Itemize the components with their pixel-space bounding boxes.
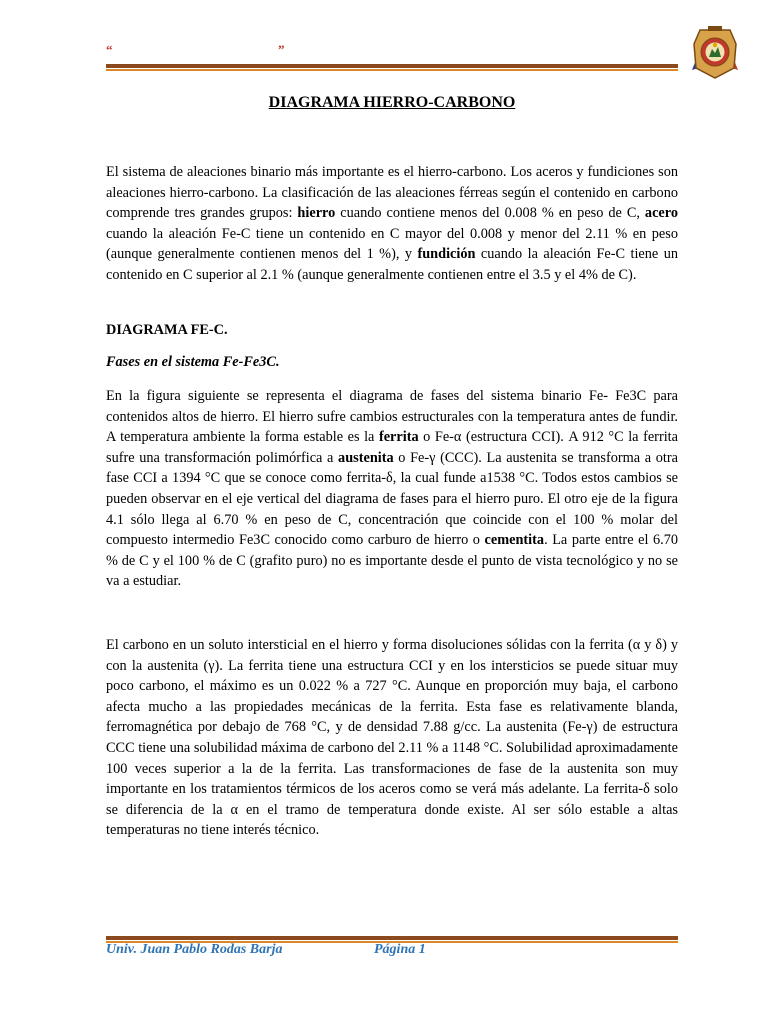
- subsection-heading: Fases en el sistema Fe-Fe3C.: [106, 354, 280, 370]
- header-rule: [106, 64, 678, 71]
- intro-text-2: cuando contiene menos del 0.008 % en peso de C,: [335, 205, 645, 222]
- page-title: DIAGRAMA HIERRO-CARBONO: [268, 94, 516, 111]
- term-fundicion: fundición: [417, 246, 476, 263]
- phases-text-1: En la figura siguiente se representa el diagrama de fases del sistema binario Fe- Fe3C para contenidos altos de hierro. El hierro sufre cambios estructurales con la temperatura antes de fundir. A temperatura ambiente la forma estable es la: [106, 388, 678, 446]
- footer-author: Univ. Juan Pablo Rodas Barja: [106, 942, 283, 957]
- intro-paragraph: [106, 162, 678, 286]
- footer-page-number: Página 1: [374, 942, 426, 957]
- term-austenita: austenita: [338, 449, 394, 466]
- phases-text-4: . La parte entre el 6.70 % de C y el 100 % de C (grafito puro) no es importante desde el punto de vista tecnológico y no se va a estudiar.: [106, 532, 678, 590]
- term-cementita: cementita: [484, 532, 545, 549]
- intro-text-4: cuando la aleación Fe-C tiene un contenido en C superior al 2.1 % (aunque generalmente contienen entre el 3.5 y el 4% de C).: [106, 246, 678, 283]
- header-open-quote: “: [106, 42, 113, 57]
- university-seal-icon: [690, 24, 740, 80]
- section-heading: DIAGRAMA FE-C.: [106, 322, 228, 338]
- carbon-text: El carbono en un soluto intersticial en el hierro y forma disoluciones sólidas con la ferrita (α y δ) y con la austenita (γ). La ferrita tiene una estructura CCI y en los intersticios se puede situar muy poco carbono, el máximo es un 0.022 % a 727 °C. Aunque en proporción muy baja, el carbono afecta mucho a las propiedades mecánicas de la ferrita. Esta fase es relativamente blanda, ferromagnética por debajo de 768 °C, y de densidad 7.88 g/cc. La austenita (Fe-γ) de estructura CCC tiene una solubilidad máxima de carbono del 2.11 % a 1148 °C. Solubilidad aproximadamente 100 veces superior a la de la ferrita. Las transformaciones de fase de la austenita son muy importante en los tratamientos térmicos de los aceros como se verá más adelante. La ferrita-δ solo se diferencia de la α en el tramo de temperatura donde existe. Al ser sólo estable a altas temperaturas no tiene interés técnico.: [106, 637, 678, 839]
- intro-text-3: cuando la aleación Fe-C tiene un contenido en C mayor del 0.008 y menor del 2.11 % en peso (aunque generalmente contienen menos del 1 %), y: [106, 225, 678, 263]
- header-close-quote: ”: [278, 42, 285, 57]
- phases-text-3: o Fe-γ (CCC). La austenita se transforma a otra fase CCI a 1394 °C que se conoce como ferrita-δ, la cual funde a1538 °C. Todos estos cambios se pueden observar en el eje vertical del diagrama de fases para el hierro puro. El otro eje de la figura 4.1 sólo llega al 6.70 % en peso de C, concentración que coincide con el 100 % molar del compuesto intermedio Fe3C conocido como carburo de hierro o: [106, 449, 678, 549]
- phases-paragraph: [106, 386, 678, 592]
- term-acero: acero: [644, 205, 678, 222]
- term-ferrita: ferrita: [378, 429, 419, 446]
- term-hierro: hierro: [297, 205, 336, 222]
- intro-text-1: El sistema de aleaciones binario más importante es el hierro-carbono. Los aceros y fundiciones son aleaciones hierro-carbono. La clasificación de las aleaciones férreas según el contenido en carbono comprende tres grandes grupos:: [106, 164, 678, 222]
- carbon-paragraph: [106, 635, 678, 841]
- phases-text-2: o Fe-α (estructura CCI). A 912 °C la ferrita sufre una transformación polimórfica a: [106, 429, 678, 466]
